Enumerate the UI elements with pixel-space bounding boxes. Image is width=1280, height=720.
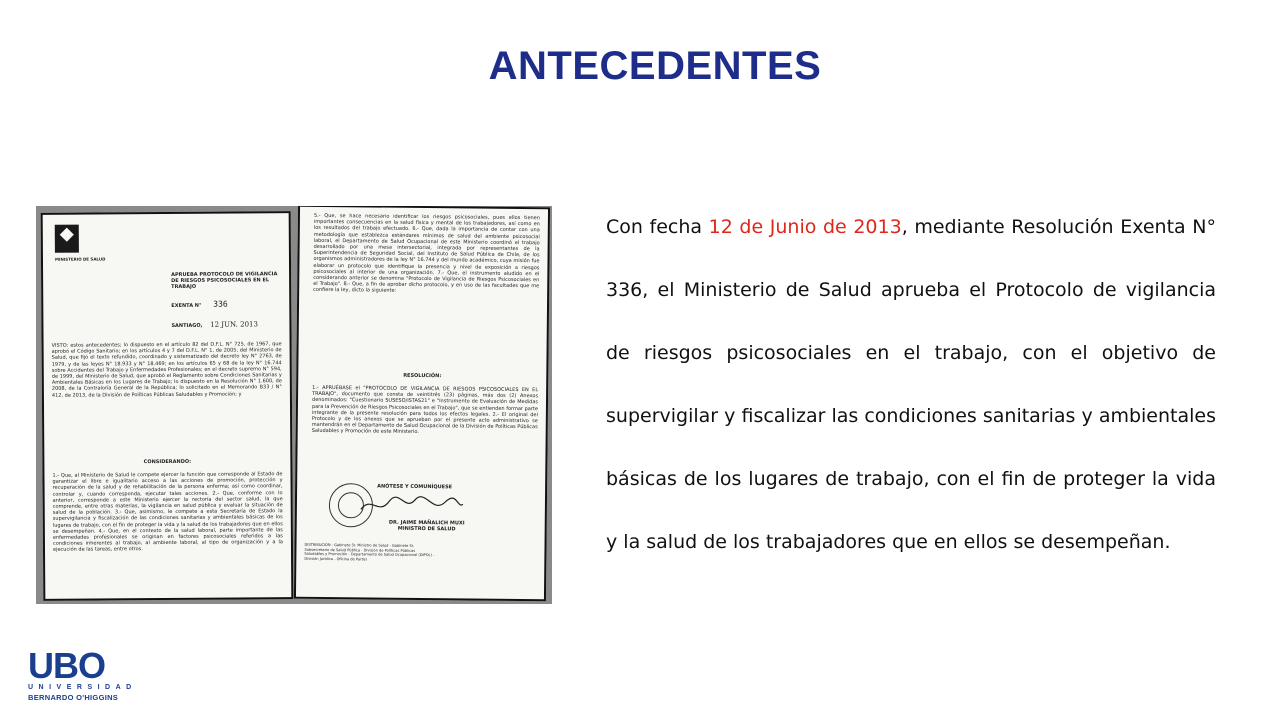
main-paragraph [606,196,1216,574]
signer-block [357,519,497,532]
considerando-heading: CONSIDERANDO: [143,458,192,466]
signer-title: MINISTRO DE SALUD [397,525,456,533]
document-page-2 [294,206,550,601]
exenta-line [171,299,228,310]
highlighted-date: 12 de Junio de 2013 [708,216,902,238]
signature-icon [357,493,467,516]
signer-name: DR. JAIME MAÑALICH MUXI [388,519,465,527]
santiago-line [171,321,258,329]
resolucion-heading: RESOLUCIÓN: [403,372,442,380]
document-page-1 [41,211,294,601]
exenta-number: 336 [213,299,228,309]
santiago-label: SANTIAGO, [171,322,203,329]
logo-ubo-text: UBO [28,645,105,686]
slide-title: ANTECEDENTES [488,44,822,88]
paragraph-body: , mediante Resolución Exenta N° 336, el Ministerio de Salud aprueba el Protocolo de vigilancia de riesgos psicosociales en el trabajo, con el objetivo de supervigilar y fiscalizar las condiciones sanitarias y ambientales básicas de los lugares de trabajo, con el fin de proteger la vida y la salud de los trabajadores que en ellos se desempeñan. [606,216,1216,553]
distribution-list: DISTRIBUCIÓN - Gabinete Sr. Ministro de Salud - Gabinete Sr. Subsecretario de Salud Pública - División de Políticas Públicas Saludables y Promoción - Departamento de Salud Ocupacional (DIPOL) - División Jurídica - Oficina de Partes [304,542,435,562]
logo-bernardo-text: BERNARDO O'HIGGINS [28,693,119,702]
resolution-document-image [36,206,552,604]
ministry-header: MINISTERIO DE SALUD [54,256,106,262]
page2-considerando-text: 5.- Que, se hace necesario identificar los riesgos psicosociales, pues ellos tienen importantes consecuencias en la salud física y mental de los trabajadores, así como en los resultados del trabajo efectuado. 6.- Que, dada la importancia de contar con una metodología que establezca estándares mínimos de salud del ambiente psicosocial laboral, el Departamento de Salud Ocupacional de este Ministerio coordinó el trabajo desarrollado por una mesa intersectorial, integrada por representantes de la Superintendencia de Seguridad Social, del Instituto de Salud Pública de Chile, de los organismos administradores de la ley N° 16.744 y del mundo académico, cuya misión fue elaborar un protocolo que identifique la presencia y nivel de exposición a riesgos psicosociales al interior de una organización. 7.- Que, el instrumento aludido en el considerando anterior se denomina "Protocolo de Vigilancia de Riesgos Psicosociales en el Trabajo". 8.- Que, a fin de aprobar dicho protocolo, y en uso de las facultades que me confiere la ley, dicto la siguiente: [313,212,540,295]
visto-text: VISTO: estos antecedentes; lo dispuesto en el artículo 82 del D.F.L. N° 725, de 1967, que aprobó el Código Sanitario; en los artículos 4 y 7 del D.F.L. N° 1, de 2005, del Ministerio de Salud, que fijó el texto refundido, coordinado y sistematizado del decreto ley N° 2763, de 1979, y de las leyes N° 18.933 y N° 18.469; en los artículos 65 y 68 de la ley N° 16.744 sobre Accidentes del Trabajo y Enfermedades Profesionales; en el decreto supremo N° 594, de 1999, del Ministerio de Salud, que aprobó el Reglamento sobre Condiciones Sanitarias y Ambientales Básicas en los Lugares de Trabajo; lo dispuesto en la Resolución N° 1.600, de 2008, de la Contraloría General de la República; lo solicitado en el Memorando B33 / N° 412, de 2013, de la División de Políticas Públicas Saludables y Promoción; y [51,341,282,399]
exenta-label: EXENTA N° [171,302,202,309]
paragraph-intro: Con fecha [606,216,709,238]
university-logo [26,646,154,702]
coat-of-arms-icon [55,225,79,253]
santiago-date: 12 JUN. 2013 [210,320,258,329]
resolucion-text: 1.- APRUÉBASE el "PROTOCOLO DE VIGILANCIA DE RIESGOS PSICOSOCIALES EN EL TRABAJO", documento que consta de veintitrés (23) páginas, más dos (2) Anexos denominados: "Cuestionario SUSESO/ISTAS21" e "Instrumento de Evaluación de Medidas para la Prevención de Riesgos Psicosociales en el Trabajo", que se entienden formar parte integrante de la presente resolución para todos los efectos legales. 2.- El original del Protocolo y de los anexos que se aprueban por el presente acto administrativo se mantendrán en el Departamento de Salud Ocupacional de la División de Políticas Públicas Saludables y Promoción de este Ministerio. [311,384,539,436]
anotese-line: ANÓTESE Y COMUNÍQUESE [377,483,453,491]
resolution-subject: APRUEBA PROTOCOLO DE VIGILANCIA DE RIESGOS PSICOSOCIALES EN EL TRABAJO [171,271,278,290]
logo-universidad-text: UNIVERSIDAD [28,684,137,691]
considerando-text: 1.- Que, al Ministerio de Salud le compete ejercer la función que corresponde al Estado de garantizar el libre e igualitario acceso a las acciones de promoción, protección y recuperación de la salud y de rehabilitación de la persona enferma; así como coordinar, controlar y, cuando corresponda, ejecutar tales acciones. 2.- Que, conforme con lo anterior, corresponde a este Ministerio ejercer la rectoría del sector salud, la que comprende, entre otras materias, la vigilancia en salud pública y evaluar la situación de salud de la población. 3.- Que, asimismo, le compete a esta Secretaría de Estado la supervigilancia y fiscalización de las condiciones sanitarias y ambientales básicas de los lugares de trabajo, con el fin de proteger la vida y la salud de los trabajadores que en ellos se desempeñan. 4.- Que, en el contexto de la salud laboral, parte importante de las enfermedades profesionales se originan en factores psicosociales referidos a las condiciones inherentes al trabajo, al ambiente laboral, al tipo de organización y a la ejecución de las tareas, entre otros. [52,471,283,554]
